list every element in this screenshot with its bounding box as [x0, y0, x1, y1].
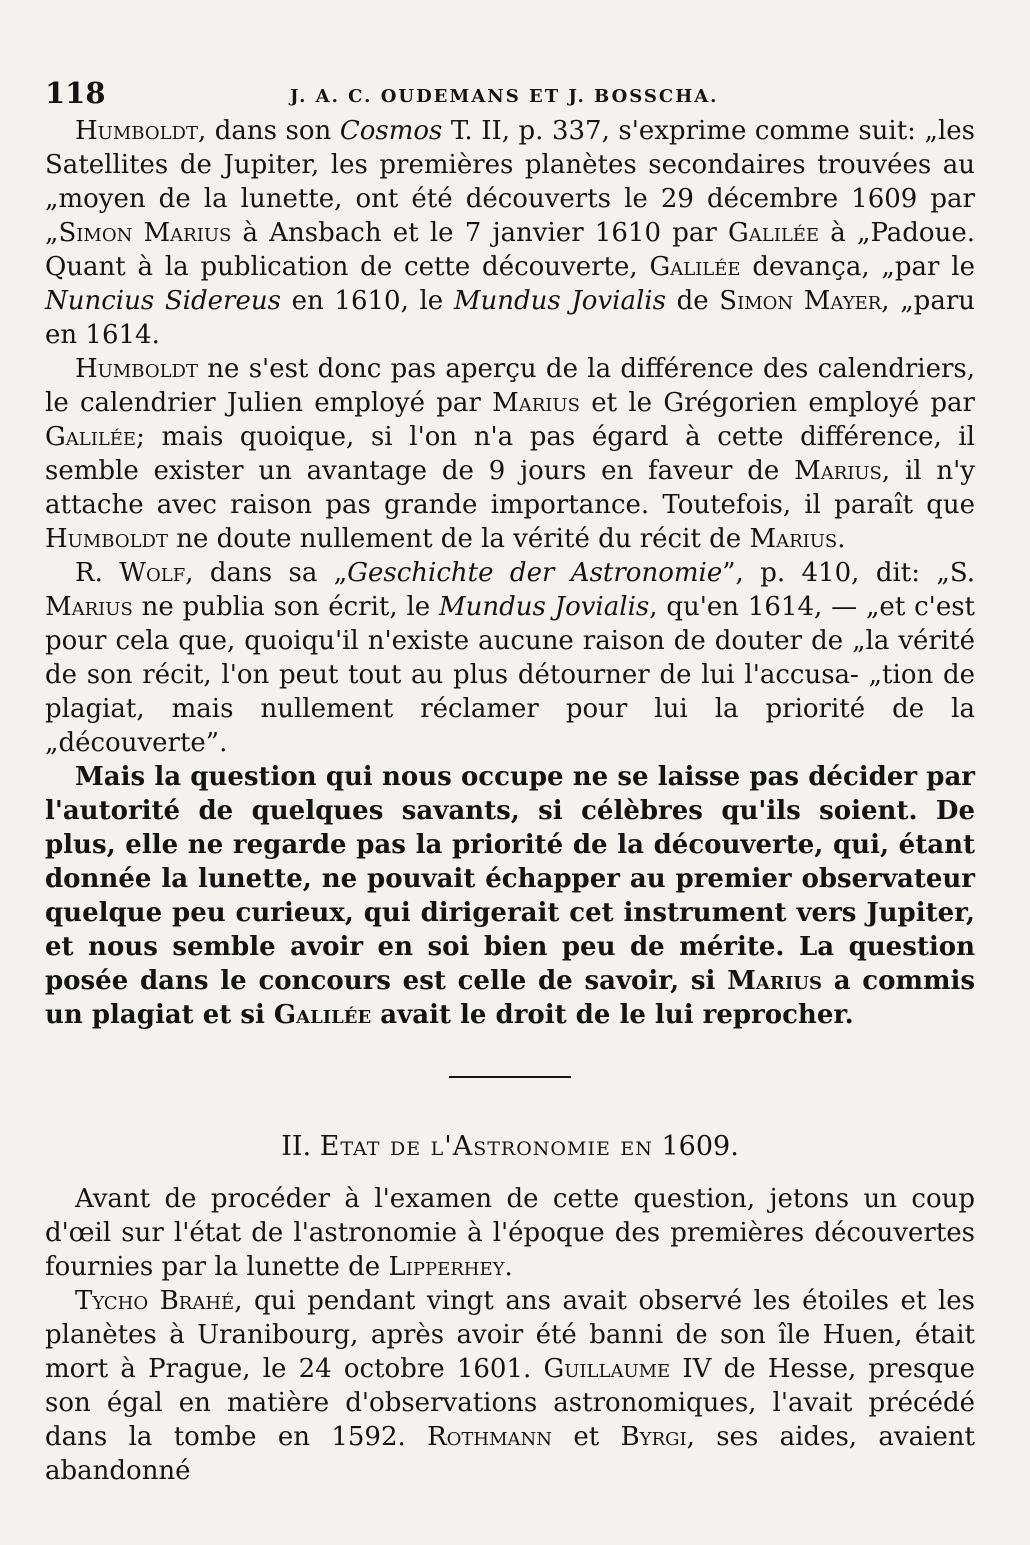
person-name: Humboldt: [75, 116, 198, 146]
text-run: ne s'est donc pas aperçu de la différence des calendriers, le calendrier Julien employé par: [45, 354, 975, 418]
person-name: Marius: [45, 592, 133, 622]
section-year: 1609.: [661, 1131, 739, 1162]
paragraph-tycho: [45, 1284, 975, 1488]
text-run: avait le droit de le lui reprocher.: [371, 1000, 854, 1030]
text-run: , ses aides, avaient abandonné: [45, 1422, 975, 1486]
section-title: Etat de l'Astronomie en: [319, 1131, 653, 1162]
paragraph-humboldt-cosmos: [45, 114, 975, 352]
person-name: Marius: [749, 524, 838, 554]
text-run: à „Padoue. Quant à la publication de cette découverte,: [45, 218, 975, 282]
text-run: .: [504, 1252, 513, 1282]
text-run: ”, p. 410, dit: „S.: [722, 558, 976, 588]
text-run: ne publia son écrit, le: [132, 592, 439, 622]
paragraph-wolf: [45, 556, 975, 760]
work-title: Cosmos: [339, 116, 443, 146]
person-name: Marius: [794, 456, 882, 486]
work-title: Nuncius Sidereus: [45, 286, 281, 316]
person-name: Marius: [492, 388, 580, 418]
person-name: Marius: [727, 966, 822, 996]
text-run: , dans son: [197, 116, 340, 146]
person-name: Tycho Brahé: [75, 1286, 235, 1316]
work-title: Geschichte der Astronomie: [347, 558, 723, 588]
section-heading: [45, 1130, 975, 1164]
text-run: de: [665, 286, 720, 316]
person-name: Humboldt: [45, 524, 168, 554]
text-run: et le Grégorien employé par: [579, 388, 975, 418]
text-run: , qui pendant vingt ans avait observé les étoiles et les planètes à Uranibourg, après avoir été banni de son île Huen, était mort à Prague, le 24 octobre 1601.: [45, 1286, 975, 1384]
text-run: Avant de procéder à l'examen de cette question, jetons un coup d'œil sur l'état de l'astronomie à l'époque des premières découvertes fournies par la lunette de: [45, 1184, 975, 1282]
person-name: Humboldt: [75, 354, 198, 384]
work-title: Mundus Jovialis: [438, 592, 650, 622]
text-run: , qu'en 1614, — „et c'est pour cela que, quoiqu'il n'existe aucune raison de douter de „la vérité de son récit, l'on peut tout au plus détourner de lui l'accusa- „tion de plagiat, mais nullement réclamer pour lui la priorité de la „découverte”.: [45, 592, 975, 758]
person-name: Byrgi: [620, 1422, 687, 1452]
person-name: Simon Marius: [58, 218, 232, 248]
section-divider: [449, 1076, 571, 1078]
person-name: Galilée: [649, 252, 741, 282]
person-name: Galilée: [273, 1000, 372, 1030]
paragraph-overview: [45, 1182, 975, 1284]
person-name: Galilée: [728, 218, 820, 248]
text-run: Mais la question qui nous occupe ne se laisse pas décider par l'autorité de quelques savants, si célèbres qu'ils soient. De plus, elle ne regarde pas la priorité de la découverte, qui, étant donnée la lunette, ne pouvait échapper au premier observateur quelque peu curieux, qui dirigerait cet instrument vers Jupiter, et nous semble avoir en soi bien peu de mérite. La question posée dans le concours est celle de savoir, si: [45, 762, 975, 996]
running-head: [45, 70, 975, 114]
person-name: Rothmann: [427, 1422, 553, 1452]
text-run: T. II, p. 337, s'exprime comme suit: „les Satellites de Jupiter, les premières planètes secondaires trouvées au „moyen de la lunette, ont été découverts le 29 décembre 1609 par „: [45, 116, 975, 248]
text-run: en 1610, le: [280, 286, 454, 316]
text-run: ne doute nullement de la vérité du récit de: [167, 524, 750, 554]
text-run: a commis un plagiat et si: [45, 966, 975, 1030]
paragraph-calendars: [45, 352, 975, 556]
text-run: .: [837, 524, 846, 554]
text-run: devança, „par le: [740, 252, 975, 282]
running-head-authors: J. A. C. OUDEMANS ET J. BOSSCHA.: [290, 86, 719, 107]
text-run: , il n'y attache avec raison pas grande importance. Toutefois, il paraît que: [45, 456, 975, 520]
work-title: Mundus Jovialis: [453, 286, 666, 316]
text-run: ; mais quoique, si l'on n'a pas égard à cette différence, il semble exister un avantage de 9 jours en faveur de: [45, 422, 975, 486]
page-number: 118: [45, 76, 106, 110]
paragraph-question: [45, 760, 975, 1032]
person-name: R. Wolf: [75, 558, 186, 588]
person-name: Galilée: [45, 422, 137, 452]
person-name: Lipperhey: [388, 1252, 505, 1282]
person-name: Simon Mayer: [719, 286, 882, 316]
section-number: II.: [281, 1131, 312, 1162]
text-run: de Hesse, presque son égal en matière d'observations astronomiques, l'avait précédé dans la tombe en 1592.: [45, 1354, 975, 1452]
text-run: et: [552, 1422, 621, 1452]
book-page: [45, 70, 975, 1488]
text-run: , „paru en 1614.: [45, 286, 975, 350]
text-run: , dans sa „: [185, 558, 348, 588]
text-run: à Ansbach et le 7 janvier 1610 par: [231, 218, 728, 248]
person-name: Guillaume IV: [543, 1354, 712, 1384]
